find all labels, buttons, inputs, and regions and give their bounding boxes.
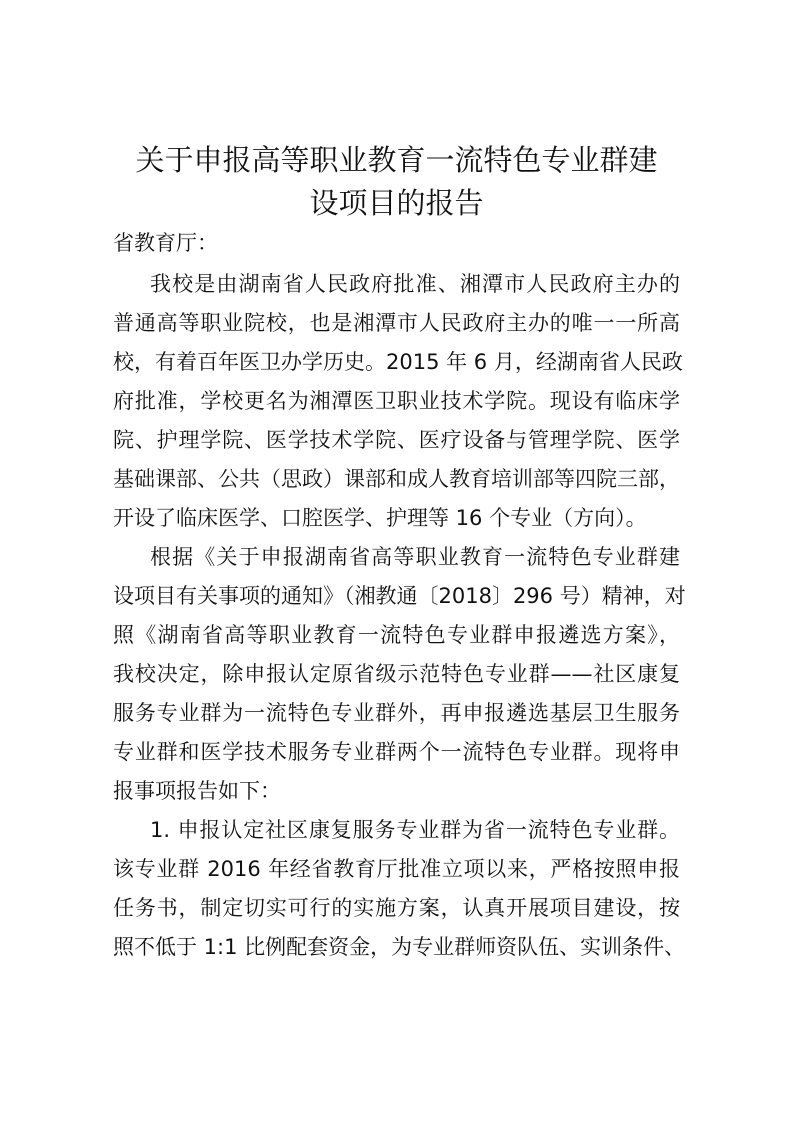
body-line: 院、护理学院、医学技术学院、医疗设备与管理学院、医学 [113, 428, 680, 452]
body-line: 府批准，学校更名为湘潭医卫职业技术学院。现设有临床学 [113, 389, 680, 413]
salutation: 省教育厅： [113, 231, 218, 255]
body-line: 1. 申报认定社区康复服务专业群为省一流特色专业群。 [150, 818, 680, 842]
body-line: 设项目有关事项的通知》（湘教通〔2018〕296 号）精神，对 [113, 584, 686, 608]
body-line: 照《湖南省高等职业教育一流特色专业群申报遴选方案》， [113, 623, 680, 647]
body-line: 我校决定，除申报认定原省级示范特色专业群——社区康复 [113, 662, 680, 686]
body-line: 我校是由湖南省人民政府批准、湘潭市人民政府主办的 [150, 272, 680, 296]
body-line: 服务专业群为一流特色专业群外，再申报遴选基层卫生服务 [113, 701, 680, 725]
body-line: 任务书，制定切实可行的实施方案，认真开展项目建设，按 [113, 896, 680, 920]
body-line: 报事项报告如下： [113, 779, 281, 803]
body-line: 照不低于 1:1 比例配套资金，为专业群师资队伍、实训条件、 [113, 935, 686, 959]
body-line: 普通高等职业院校，也是湘潭市人民政府主办的唯一一所高 [113, 311, 680, 335]
body-line: 基础课部、公共（思政）课部和成人教育培训部等四院三部， [113, 467, 680, 491]
body-line: 该专业群 2016 年经省教育厅批准立项以来，严格按照申报 [113, 857, 680, 881]
document-title-line-1: 关于申报高等职业教育一流特色专业群建 [135, 143, 658, 177]
body-line: 开设了临床医学、口腔医学、护理等 16 个专业（方向）。 [113, 506, 647, 530]
document-title-line-2: 设项目的报告 [309, 186, 484, 220]
body-line: 根据《关于申报湖南省高等职业教育一流特色专业群建 [150, 545, 680, 569]
body-line: 专业群和医学技术服务专业群两个一流特色专业群。现将申 [113, 740, 680, 764]
body-line: 校，有着百年医卫办学历史。2015 年 6 月，经湖南省人民政 [113, 350, 683, 374]
